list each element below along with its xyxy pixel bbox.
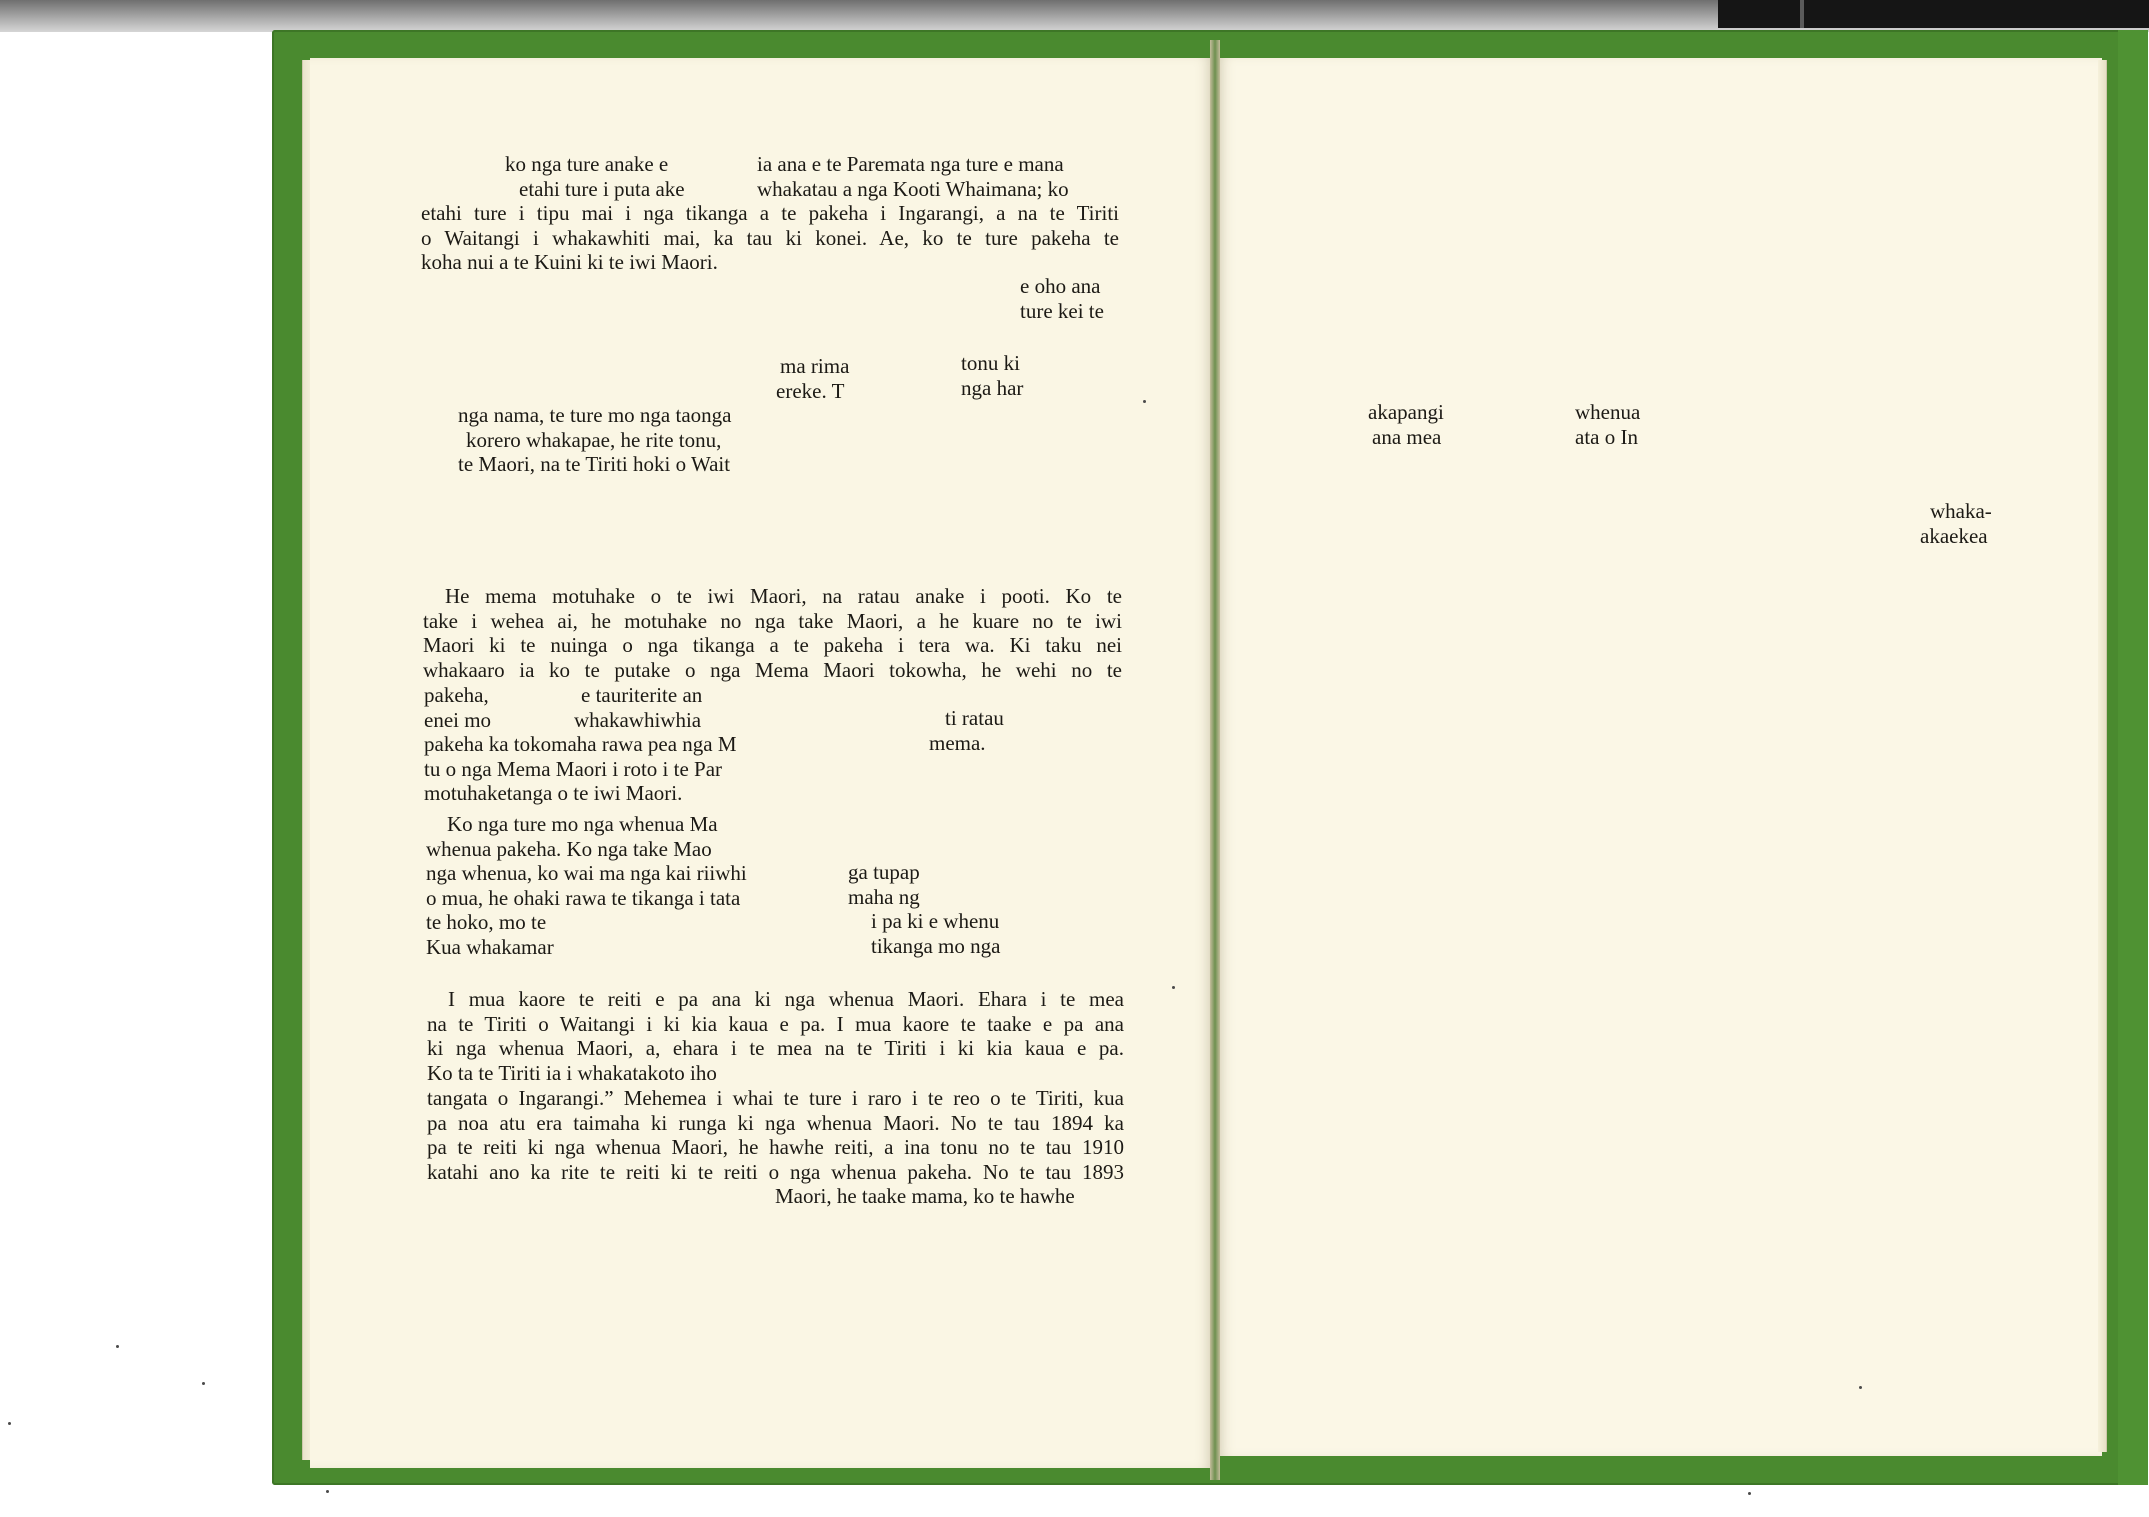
text-line: ana mea bbox=[1372, 424, 1442, 449]
text-line: ma rima bbox=[780, 354, 850, 378]
text-line: nga whenua, ko wai ma nga kai riiwhi bbox=[426, 861, 747, 886]
text-line: ata o In bbox=[1575, 424, 1638, 449]
text-line: Maori ki te nuinga o nga tikanga a te pakeha i tera wa. Ki taku nei bbox=[423, 633, 1122, 658]
block2-right bbox=[929, 706, 1004, 755]
block1-part-left bbox=[505, 152, 685, 201]
block4-last-line: Maori, he taake mama, ko te hawhe bbox=[775, 1184, 1075, 1208]
right-fragment-b bbox=[1575, 400, 1640, 449]
text-line: ia ana e te Paremata nga ture e mana bbox=[757, 152, 1064, 176]
scan-top-dark-area bbox=[1718, 0, 2149, 28]
text-line: pakeha ka tokomaha rawa pea nga M bbox=[424, 732, 737, 757]
text-line: whaka- bbox=[1930, 499, 1992, 523]
scan-speck bbox=[1172, 986, 1175, 989]
block4-full bbox=[427, 987, 1124, 1061]
text-line: tangata o Ingarangi.” Mehemea i whai te ture i raro i te reo o te Tiriti, kua bbox=[427, 1086, 1124, 1110]
right-fragment-a bbox=[1368, 400, 1444, 449]
text-line: He mema motuhake o te iwi Maori, na ratau anake i pooti. Ko te bbox=[445, 584, 1122, 608]
block3-right-a bbox=[848, 860, 920, 909]
text-line: akapangi bbox=[1368, 400, 1444, 424]
block2-full bbox=[423, 584, 1122, 682]
text-line: e tauriterite an bbox=[581, 683, 703, 707]
text-line: I mua kaore te reiti e pa ana ki nga whenua Maori. Ehara i te mea bbox=[448, 987, 1124, 1011]
fragment-mid-b bbox=[961, 351, 1023, 400]
text-line: ko nga ture anake e bbox=[505, 152, 669, 176]
text-line: whenua bbox=[1575, 400, 1641, 424]
text-line: te Maori, na te Tiriti hoki o Wait bbox=[458, 452, 731, 477]
text-line: ki nga whenua Maori, a, ehara i te mea na te Tiriti i ki kia kaua e pa. bbox=[427, 1036, 1124, 1061]
text-line: na te Tiriti o Waitangi i ki kia kaua e pa. I mua kaore te taake e pa ana bbox=[427, 1011, 1124, 1036]
text-line: motuhaketanga o te iwi Maori. bbox=[424, 781, 683, 806]
block2-mid bbox=[574, 683, 702, 732]
text-line: tikanga mo nga bbox=[871, 933, 1001, 958]
right-page-edge bbox=[2098, 60, 2107, 1452]
block1-full bbox=[421, 201, 1119, 275]
text-line: katahi ano ka rite te reiti ki te reiti o nga whenua pakeha. No te tau 1893 bbox=[427, 1159, 1124, 1184]
text-line: pa te reiti ki nga whenua Maori, he hawhe reiti, a ina tonu no te tau 1910 bbox=[427, 1135, 1124, 1160]
text-line: tonu ki bbox=[961, 351, 1020, 375]
text-line: whakawhiwhia bbox=[574, 707, 702, 732]
block4-rest bbox=[427, 1086, 1124, 1184]
scan-speck bbox=[116, 1345, 119, 1348]
text-line: pakeha, bbox=[424, 683, 489, 707]
text-line: Ko nga ture mo nga whenua Ma bbox=[447, 812, 718, 836]
block3-left bbox=[426, 812, 747, 960]
text-line: o Waitangi i whakawhiti mai, ka tau ki konei. Ae, ko te ture pakeha te bbox=[421, 225, 1119, 250]
text-line: korero whakapae, he rite tonu, bbox=[466, 427, 722, 452]
book-cover-edge bbox=[2118, 30, 2148, 1485]
text-line: e oho ana bbox=[1020, 274, 1101, 298]
text-line: enei mo bbox=[424, 707, 492, 732]
fragment-mid-a bbox=[776, 354, 849, 403]
text-line: whenua pakeha. Ko nga take Mao bbox=[426, 836, 712, 861]
right-fragment-c bbox=[1920, 499, 1992, 548]
right-page bbox=[1218, 58, 2102, 1456]
text-line: whakaaro ia ko te putake o nga Mema Maori tokowha, he wehi no te bbox=[423, 657, 1122, 682]
text-line: ga tupap bbox=[848, 860, 920, 884]
block1-part-right bbox=[757, 152, 1069, 201]
scan-speck bbox=[1143, 400, 1146, 403]
text-line: Kua whakamar bbox=[426, 934, 554, 959]
text-line: whakatau a nga Kooti Whaimana; ko bbox=[757, 176, 1069, 201]
text-line: tu o nga Mema Maori i roto i te Par bbox=[424, 756, 723, 781]
text-line: mema. bbox=[929, 730, 986, 755]
text-line: ture kei te bbox=[1020, 298, 1104, 323]
text-line: etahi ture i tipu mai i nga tikanga a te pakeha i Ingarangi, a na te Tiriti bbox=[421, 201, 1119, 225]
scan-speck bbox=[1859, 1386, 1862, 1389]
scan-top-divider bbox=[1800, 0, 1804, 28]
text-line: pa noa atu era taimaha ki runga ki nga whenua Maori. No te tau 1894 ka bbox=[427, 1110, 1124, 1135]
scan-speck bbox=[8, 1422, 11, 1425]
text-line: take i wehea ai, he motuhake no nga take Maori, a he kuare no te iwi bbox=[423, 608, 1122, 633]
text-line: nga nama, te ture mo nga taonga bbox=[458, 403, 732, 427]
text-line: maha ng bbox=[848, 884, 920, 909]
book-gutter bbox=[1210, 40, 1220, 1480]
text-line: i pa ki e whenu bbox=[871, 909, 1000, 933]
block3-right-b bbox=[871, 909, 1000, 958]
text-line: o mua, he ohaki rawa te tikanga i tata bbox=[426, 885, 741, 910]
text-line: akaekea bbox=[1920, 523, 1988, 548]
block4-short-line: Ko ta te Tiriti ia i whakatakoto iho bbox=[427, 1061, 717, 1085]
text-line: te hoko, mo te bbox=[426, 910, 547, 935]
text-line: ereke. T bbox=[776, 378, 845, 403]
scan-speck bbox=[326, 1490, 329, 1493]
text-line: koha nui a te Kuini ki te iwi Maori. bbox=[421, 250, 718, 275]
text-line: ti ratau bbox=[945, 706, 1004, 730]
fragment-left bbox=[458, 403, 731, 477]
scan-speck bbox=[1748, 1492, 1751, 1495]
text-line: nga har bbox=[961, 375, 1024, 400]
text-line: etahi ture i puta ake bbox=[519, 176, 685, 201]
scan-speck bbox=[202, 1382, 205, 1385]
fragment-right bbox=[1020, 274, 1104, 323]
